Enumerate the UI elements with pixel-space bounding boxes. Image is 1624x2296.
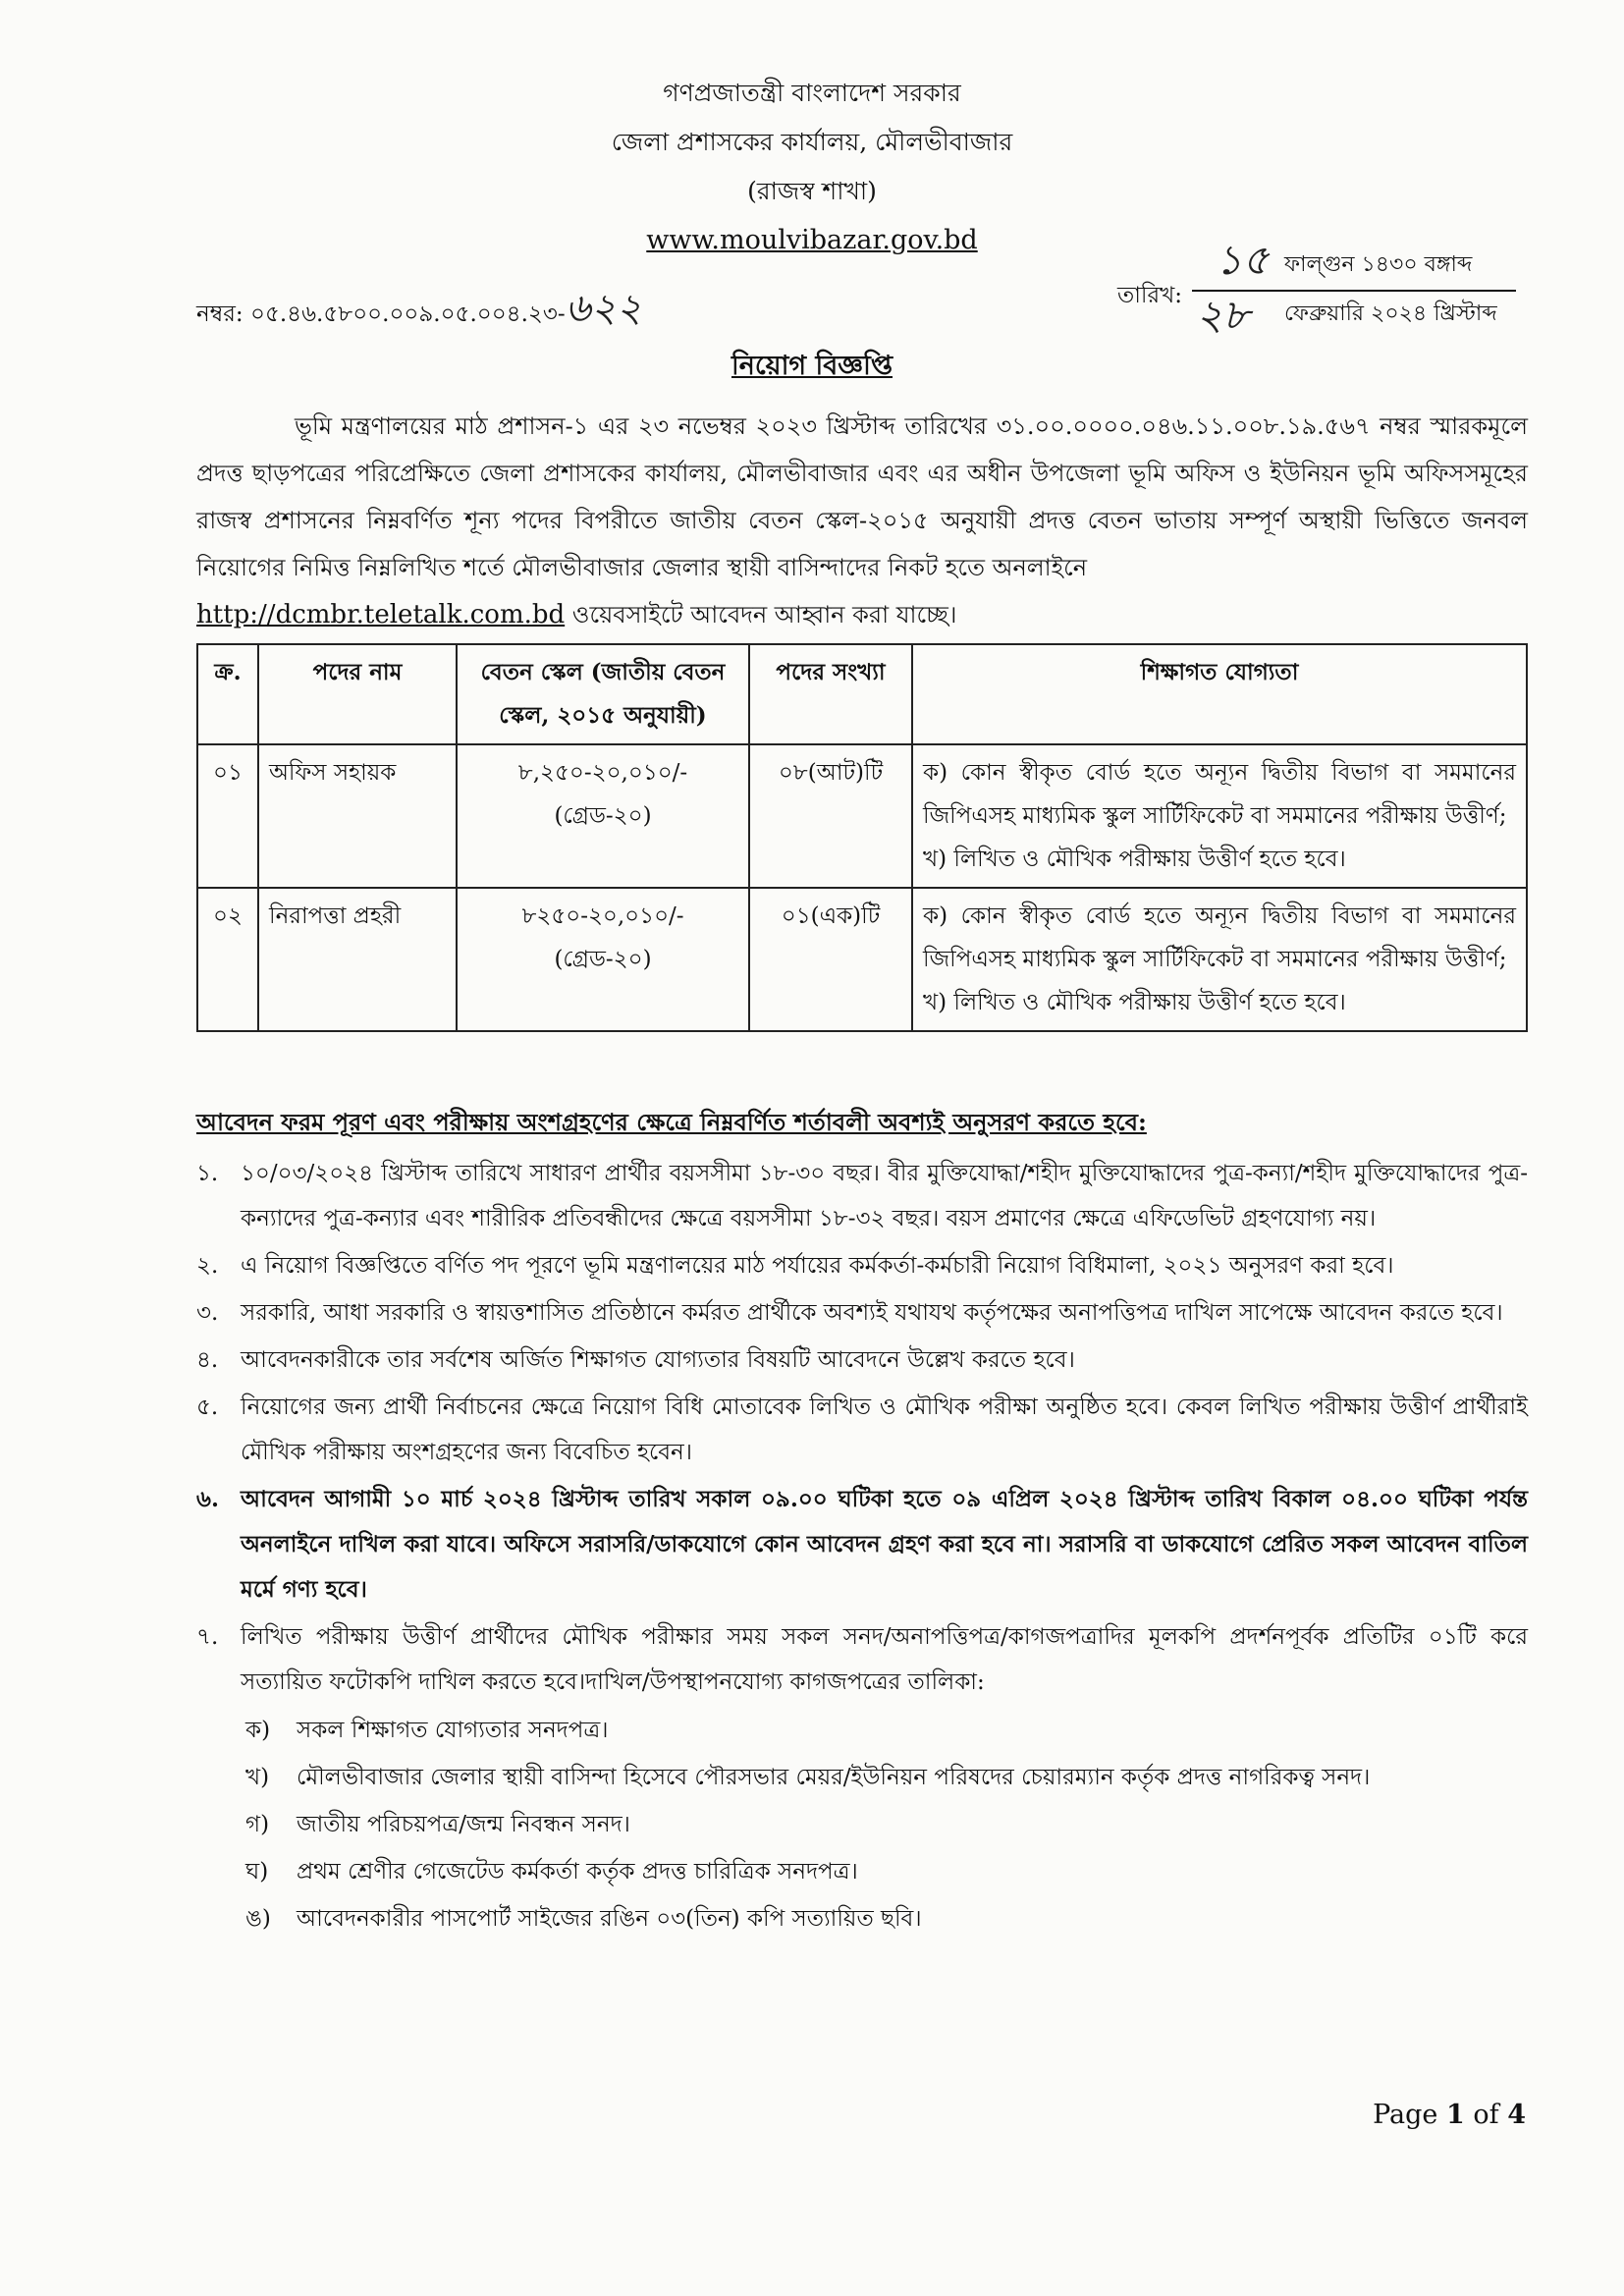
col-post-name: পদের নাম xyxy=(258,644,457,744)
section-name: (রাজস্ব শাখা) xyxy=(747,177,877,205)
col-qualification: শিক্ষাগত যোগ্যতা xyxy=(912,644,1527,744)
document-item: ঘ) প্রথম শ্রেণীর গেজেটেড কর্মকর্তা কর্তৃক প্রদত্ত চারিত্রিক সনদপত্র। xyxy=(245,1859,858,1885)
condition-item: ১. ১০/০৩/২০২৪ খ্রিস্টাব্দ তারিখে সাধারণ প্রার্থীর বয়সসীমা ১৮-৩০ বছর। বীর মুক্তিযোদ্ধা/শহীদ মুক্তিযোদ্ধাদের পুত্র-কন্যা/শহীদ মুক্তিযোদ্ধাদের পুত্র-কন্যাদের পুত্র-কন্যার এবং শারীরিক প্রতিবন্ধীদের ক্ষেত্রে বয়সসীমা ১৮-৩২ বছর। বয়স প্রমাণের ক্ষেত্রে এফিডেভিট গ্রহণযোগ্য নয়। xyxy=(196,1161,1528,1231)
table-row xyxy=(197,888,1527,1031)
row-post-name: নিরাপত্তা প্রহরী xyxy=(258,888,457,1031)
bangla-date: ফাল্গুন ১৪৩০ বঙ্গাব্দ xyxy=(1284,252,1473,277)
table-row xyxy=(197,744,1527,888)
condition-item: ৫. নিয়োগের জন্য প্রার্থী নির্বাচনের ক্ষেত্রে নিয়োগ বিধি মোতাবেক লিখিত ও মৌখিক পরীক্ষা অনুষ্ঠিত হবে। কেবল লিখিত পরীক্ষায় উত্তীর্ণ প্রার্থীরাই মৌখিক পরীক্ষায় অংশগ্রহণের জন্য বিবেচিত হবেন। xyxy=(196,1394,1528,1465)
document-item: গ) জাতীয় পরিচয়পত্র/জন্ম নিবন্ধন সনদ। xyxy=(245,1812,630,1837)
government-name: গণপ্রজাতন্ত্রী বাংলাদেশ সরকার xyxy=(663,79,961,107)
row-pay-scale: ৮,২৫০-২০,০১০/- (গ্রেড-২০) xyxy=(457,744,749,888)
total-pages: 4 xyxy=(1507,2100,1526,2130)
row-post-count: ০৮(আট)টি xyxy=(749,744,912,888)
row-qualification: ক) কোন স্বীকৃত বোর্ড হতে অন্যূন দ্বিতীয় বিভাগ বা সমমানের জিপিএসহ মাধ্যমিক স্কুল সার্টিফিকেট বা সমমানের পরীক্ষায় উত্তীর্ণ; খ) লিখিত ও মৌখিক পরীক্ষায় উত্তীর্ণ হতে হবে। xyxy=(912,888,1527,1031)
english-date: ফেব্রুয়ারি ২০২৪ খ্রিস্টাব্দ xyxy=(1284,301,1497,326)
application-link[interactable]: http://dcmbr.teletalk.com.bd xyxy=(196,600,566,629)
col-pay-scale: বেতন স্কেল (জাতীয় বেতন স্কেল, ২০১৫ অনুযায়ী) xyxy=(457,644,749,744)
handwritten-memo-number: ৬২২ xyxy=(565,286,642,331)
date-block xyxy=(1117,236,1530,339)
col-serial: ক্র. xyxy=(197,644,258,744)
row-qualification: ক) কোন স্বীকৃত বোর্ড হতে অন্যূন দ্বিতীয় বিভাগ বা সমমানের জিপিএসহ মাধ্যমিক স্কুল সার্টিফিকেট বা সমমানের পরীক্ষায় উত্তীর্ণ; খ) লিখিত ও মৌখিক পরীক্ষায় উত্তীর্ণ হতে হবে। xyxy=(912,744,1527,888)
condition-item: ৭. লিখিত পরীক্ষায় উত্তীর্ণ প্রার্থীদের মৌখিক পরীক্ষার সময় সকল সনদ/অনাপত্তিপত্র/কাগজপত্রাদির মূলকপি প্রদর্শনপূর্বক প্রতিটির ০১টি করে সত্যায়িত ফটোকপি দাখিল করতে হবে।দাখিল/উপস্থাপনযোগ্য কাগজপত্রের তালিকা: xyxy=(196,1624,1528,1695)
website-link[interactable]: www.moulvibazar.gov.bd xyxy=(646,225,978,255)
condition-item: ২. এ নিয়োগ বিজ্ঞপ্তিতে বর্ণিত পদ পূরণে ভূমি মন্ত্রণালয়ের মাঠ পর্যায়ের কর্মকর্তা-কর্মচারী নিয়োগ বিধিমালা, ২০২১ অনুসরণ করা হবে। xyxy=(196,1253,1394,1279)
document-item: ক) সকল শিক্ষাগত যোগ্যতার সনদপত্র। xyxy=(245,1718,609,1743)
memo-number xyxy=(196,277,642,343)
vacancy-table xyxy=(196,643,1528,1032)
document-item: ঙ) আবেদনকারীর পাসপোর্ট সাইজের রঙিন ০৩(তিন) কপি সত্যায়িত ছবি। xyxy=(245,1906,922,1932)
date-label: তারিখ: xyxy=(1117,283,1183,308)
office-name: জেলা প্রশাসকের কার্যালয়, মৌলভীবাজার xyxy=(611,128,1013,156)
intro-tail: ওয়েবসাইটে আবেদন আহ্বান করা যাচ্ছে। xyxy=(565,601,957,629)
row-pay-scale: ৮২৫০-২০,০১০/- (গ্রেড-২০) xyxy=(457,888,749,1031)
row-serial: ০১ xyxy=(197,744,258,888)
condition-item-deadline: ৬. আবেদন আগামী ১০ মার্চ ২০২৪ খ্রিস্টাব্দ তারিখ সকাল ০৯.০০ ঘটিকা হতে ০৯ এপ্রিল ২০২৪ খ্রিস্টাব্দ তারিখ বিকাল ০৪.০০ ঘটিকা পর্যন্ত অনলাইনে দাখিল করা যাবে। অফিসে সরাসরি/ডাকযোগে কোন আবেদন গ্রহণ করা হবে না। সরাসরি বা ডাকযোগে প্রেরিত সকল আবেদন বাতিল মর্মে গণ্য হবে। xyxy=(196,1486,1528,1603)
memo-number-label: নম্বর: ০৫.৪৬.৫৮০০.০০৯.০৫.০০৪.২৩- xyxy=(196,301,566,327)
condition-item: ৪. আবেদনকারীকে তার সর্বশেষ অর্জিত শিক্ষাগত যোগ্যতার বিষয়টি আবেদনে উল্লেখ করতে হবে। xyxy=(196,1347,1075,1373)
intro-paragraph xyxy=(196,403,1528,638)
document-item: খ) মৌলভীবাজার জেলার স্থায়ী বাসিন্দা হিসেবে পৌরসভার মেয়র/ইউনিয়ন পরিষদের চেয়ারম্যান কর্তৃক প্রদত্ত নাগরিকত্ব সনদ। xyxy=(245,1765,1371,1790)
row-post-name: অফিস সহায়ক xyxy=(258,744,457,888)
notice-title: নিয়োগ বিজ্ঞপ্তি xyxy=(731,351,893,381)
row-post-count: ০১(এক)টি xyxy=(749,888,912,1031)
conditions-heading: আবেদন ফরম পূরণ এবং পরীক্ষায় অংশগ্রহণের ক্ষেত্রে নিম্নবর্ণিত শর্তাবলী অবশ্যই অনুসরণ করতে হবে: xyxy=(196,1108,1147,1136)
table-header-row xyxy=(197,644,1527,744)
handwritten-bangla-day: ১৫ xyxy=(1216,236,1270,284)
col-post-count: পদের সংখ্যা xyxy=(749,644,912,744)
current-page: 1 xyxy=(1445,2100,1465,2130)
row-serial: ০২ xyxy=(197,888,258,1031)
handwritten-english-day: ২৮ xyxy=(1196,291,1250,339)
page-number: Page 1 of 4 xyxy=(1373,2100,1526,2130)
conditions-list xyxy=(196,1151,1528,1942)
date-divider xyxy=(1192,290,1516,292)
intro-text: ভূমি মন্ত্রণালয়ের মাঠ প্রশাসন-১ এর ২৩ নভেম্বর ২০২৩ খ্রিস্টাব্দ তারিখের ৩১.০০.০০০০.০৪৬.১১.০০৮.১৯.৫৬৭ নম্বর স্মারকমূলে প্রদত্ত ছাড়পত্রের পরিপ্রেক্ষিতে জেলা প্রশাসকের কার্যালয়, মৌলভীবাজার এবং এর অধীন উপজেলা ভূমি অফিস ও ইউনিয়ন ভূমি অফিসসমূহের রাজস্ব প্রশাসনের নিম্নবর্ণিত শূন্য পদের বিপরীতে জাতীয় বেতন স্কেল-২০১৫ অনুযায়ী প্রদত্ত বেতন ভাতায় সম্পূর্ণ অস্থায়ী ভিত্তিতে জনবল নিয়োগের নিমিত্ত নিম্নলিখিত শর্তে মৌলভীবাজার জেলার স্থায়ী বাসিন্দাদের নিকট হতে অনলাইনে xyxy=(196,412,1528,581)
condition-item: ৩. সরকারি, আধা সরকারি ও স্বায়ত্তশাসিত প্রতিষ্ঠানে কর্মরত প্রার্থীকে অবশ্যই যথাযথ কর্তৃপক্ষের অনাপত্তিপত্র দাখিল সাপেক্ষে আবেদন করতে হবে। xyxy=(196,1300,1503,1326)
